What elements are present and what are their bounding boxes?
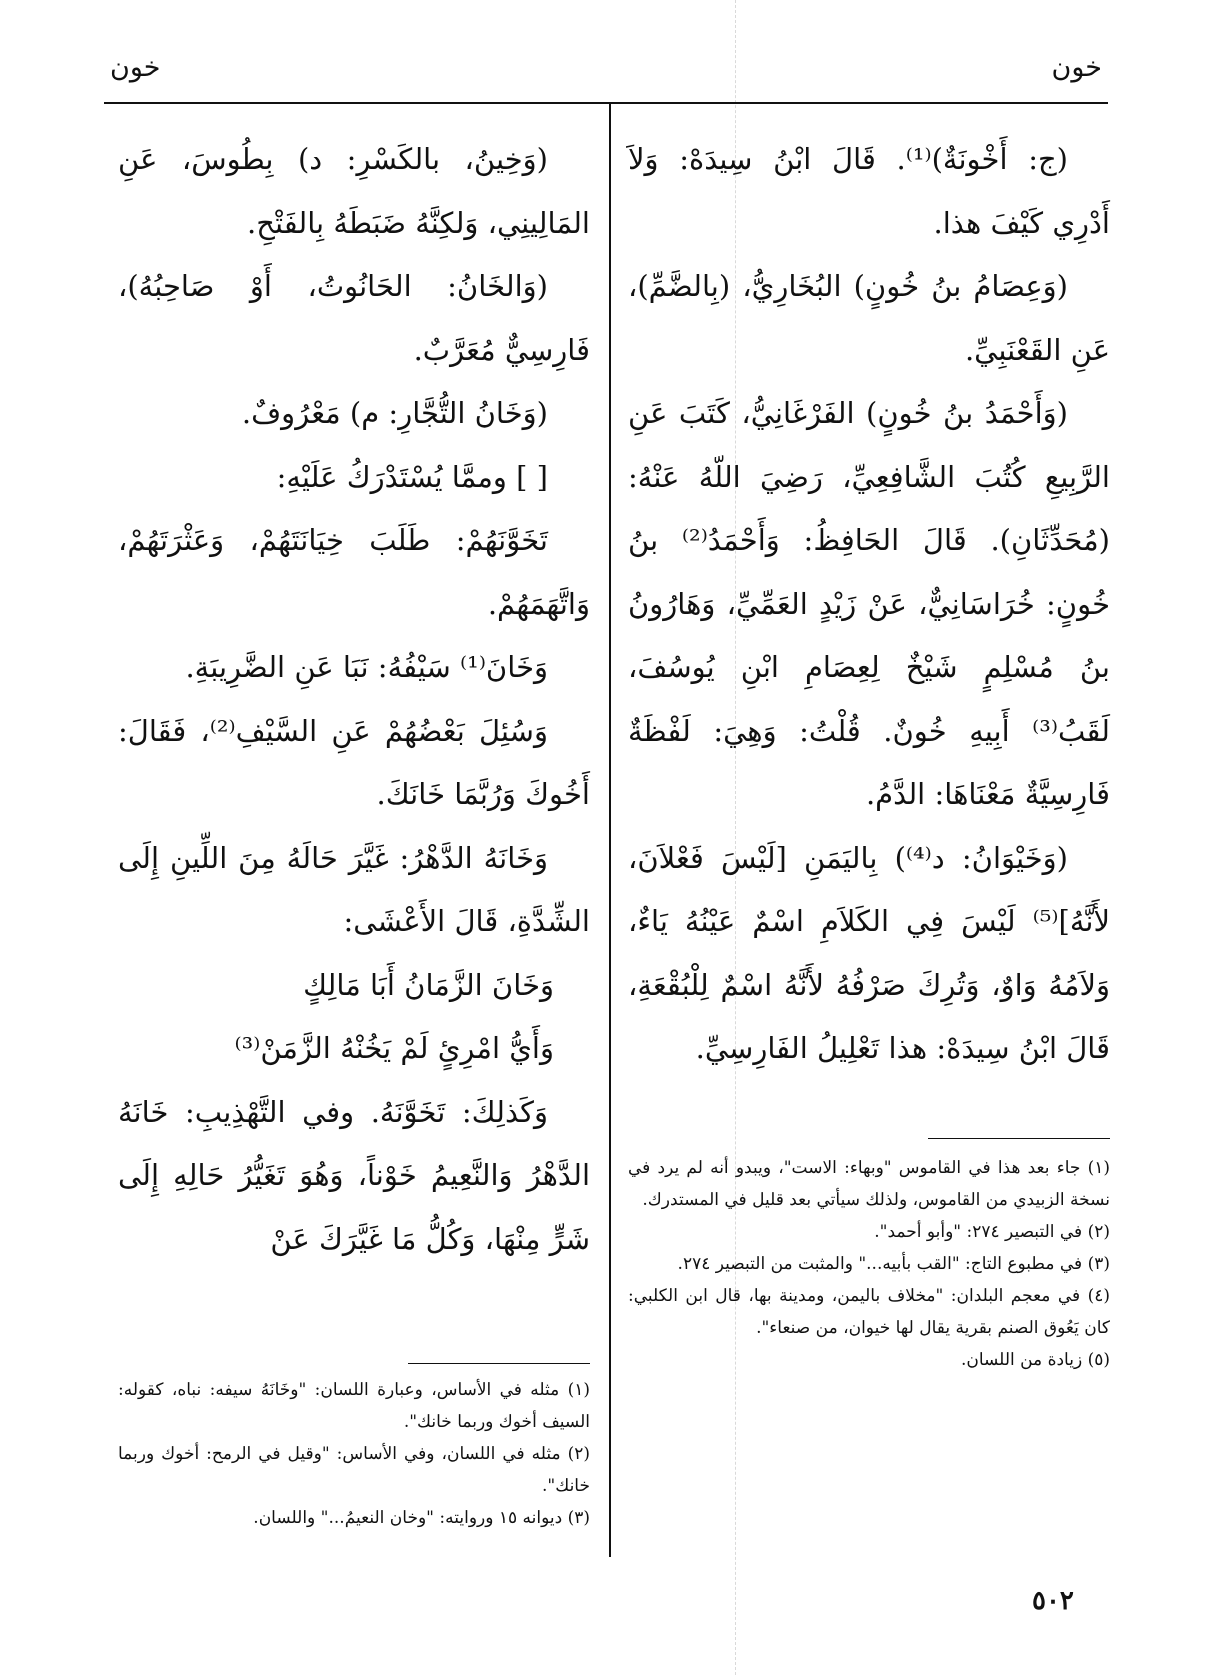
footnote: (٤) في معجم البلدان: "مخلاف باليمن، ومدينة بها، قال ابن الكلبي: كان يَعُوق الصنم بقرية يقال لها خيوان، من صنعاء". bbox=[628, 1286, 1110, 1338]
poem-verse bbox=[118, 954, 590, 1081]
left-paragraph-6: وَخَانَ⁽¹⁾ سَيْفُهُ: نَبَا عَنِ الضَّرِيبَةِ. bbox=[185, 650, 548, 684]
page-number: ٥٠٢ bbox=[1032, 1586, 1074, 1616]
poem-hemistich-2: وَأَيُّ امْرِئٍ لَمْ يَخُنْهُ الزَّمَنْ⁽³⁾ bbox=[234, 1031, 554, 1065]
left-column bbox=[118, 128, 590, 1271]
running-head-right: خون bbox=[1051, 52, 1102, 83]
footnote: (٢) مثله في اللسان، وفي الأساس: "وقيل في الرمح: أخوك وربما خانك". bbox=[118, 1444, 590, 1496]
left-footnote-rule bbox=[408, 1363, 590, 1364]
left-paragraph-4: [ ] وممَّا يُسْتَدْرَكُ عَلَيْهِ: bbox=[276, 459, 548, 494]
right-footnotes bbox=[628, 1152, 1110, 1376]
left-footnotes bbox=[118, 1374, 590, 1534]
left-paragraph-8: وَخَانَهُ الدَّهْرُ: غَيَّرَ حَالَهُ مِنَ اللِّينِ إِلَى الشِّدَّةِ، قَالَ الأَعْشَى: bbox=[118, 840, 590, 938]
page-header bbox=[104, 44, 1108, 104]
right-paragraph-1: (ج: أَخْونَةٌ)⁽¹⁾. قَالَ ابْنُ سِيدَهْ: وَلاَ أَدْرِي كَيْفَ هذا. bbox=[628, 142, 1110, 240]
left-paragraph-3: (وَخَانُ التُّجَّارِ: م) مَعْرُوفٌ. bbox=[241, 396, 548, 430]
left-paragraph-2: (وَالخَانُ: الحَانُوتُ، أَوْ صَاحِبُهُ)، فَارِسِيٌّ مُعَرَّبٌ. bbox=[118, 269, 590, 367]
right-paragraph-4: (وَخَيْوَانُ: د⁽⁴⁾) بِاليَمَنِ [لَيْسَ فَعْلاَنَ، لأَنَّهُ]⁽⁵⁾ لَيْسَ فِي الكَلاَمِ اسْمٌ عَيْنُهُ يَاءٌ، وَلاَمُهُ وَاوٌ، وَتُرِكَ صَرْفُهُ لأَنَّهُ اسْمٌ لِلْبُقْعَةِ، قَالَ ابْنُ سِيدَهْ: هذا تَعْلِيلُ الفَارِسِيِّ. bbox=[628, 840, 1110, 1065]
footnote: (١) جاء بعد هذا في القاموس "وبهاء: الاست"، ويبدو أنه لم يرد في نسخة الزبيدي من القاموس، ولذلك سيأتي بعد قليل في المستدرك. bbox=[628, 1158, 1110, 1210]
running-head-left: خون bbox=[110, 52, 161, 83]
footnote: (٢) في التبصير ٢٧٤: "وأبو أحمد". bbox=[874, 1222, 1110, 1242]
right-column bbox=[628, 128, 1110, 1081]
footnote: (١) مثله في الأساس، وعبارة اللسان: "وخَانَهُ سيفه: نباه، كقوله: السيف أخوك وربما خانك". bbox=[118, 1380, 590, 1432]
poem-hemistich-1: وَخَانَ الزَّمَانُ أَبَا مَالِكٍ bbox=[303, 967, 554, 1002]
header-rule bbox=[104, 102, 1108, 104]
right-paragraph-3: (وَأَحْمَدُ بنُ خُونٍ) الفَرْغَانِيُّ، كَتَبَ عَنِ الرَّبِيعِ كُتُبَ الشَّافِعِيِّ، رَضِيَ اللّهُ عَنْهُ: (مُحَدِّثَانِ). قَالَ الحَافِظُ: وَأَحْمَدُ⁽²⁾ بنُ خُونٍ: خُرَاسَانِيٌّ، عَنْ زَيْدٍ العَمِّيِّ، وَهَارُونُ بنُ مُسْلِمٍ شَيْخٌ لِعِصَامِ ابْنِ يُوسُفَ، لَقَبُ⁽³⁾ أَبِيهِ خُونٌ. قُلْتُ: وَهِيَ: لَفْظَةٌ فَارِسِيَّةٌ مَعْنَاهَا: الدَّمُ. bbox=[628, 396, 1110, 811]
footnote: (٥) زيادة من اللسان. bbox=[960, 1350, 1110, 1370]
left-paragraph-7: وَسُئِلَ بَعْضُهُمْ عَنِ السَّيْفِ⁽²⁾، فَقَالَ: أَخُوكَ وَرُبَّمَا خَانَكَ. bbox=[118, 713, 590, 811]
left-paragraph-9: وَكَذلِكَ: تَخَوَّنَهُ. وفي التَّهْذِيبِ: خَانَهُ الدَّهْرُ وَالنَّعِيمُ خَوْناً، وَهُوَ تَغَيُّرُ حَالِهِ إِلَى شَرٍّ مِنْهَا، وَكُلُّ مَا غَيَّرَكَ عَنْ bbox=[118, 1094, 590, 1256]
right-paragraph-2: (وَعِصَامُ بنُ خُونٍ) البُخَارِيُّ، (بِالضَّمِّ)، عَنِ القَعْنَبِيِّ. bbox=[628, 269, 1110, 367]
footnote: (٣) ديوانه ١٥ وروايته: "وخان النعيمُ..." واللسان. bbox=[253, 1508, 590, 1528]
left-paragraph-1: (وَخِينُ، بالكَسْرِ: د) بِطُوسَ، عَنِ المَالِينِي، وَلكِنَّهُ ضَبَطَهُ بِالفَتْحِ. bbox=[118, 142, 590, 240]
left-paragraph-5: تَخَوَّنَهُمْ: طَلَبَ خِيَانَتَهُمْ، وَعَثْرَتَهُمْ، وَاتَّهَمَهُمْ. bbox=[118, 523, 590, 621]
footnote: (٣) في مطبوع التاج: "القب بأبيه..." والمثبت من التبصير ٢٧٤. bbox=[677, 1254, 1110, 1274]
column-divider bbox=[609, 104, 611, 1557]
right-footnote-rule bbox=[928, 1138, 1110, 1139]
